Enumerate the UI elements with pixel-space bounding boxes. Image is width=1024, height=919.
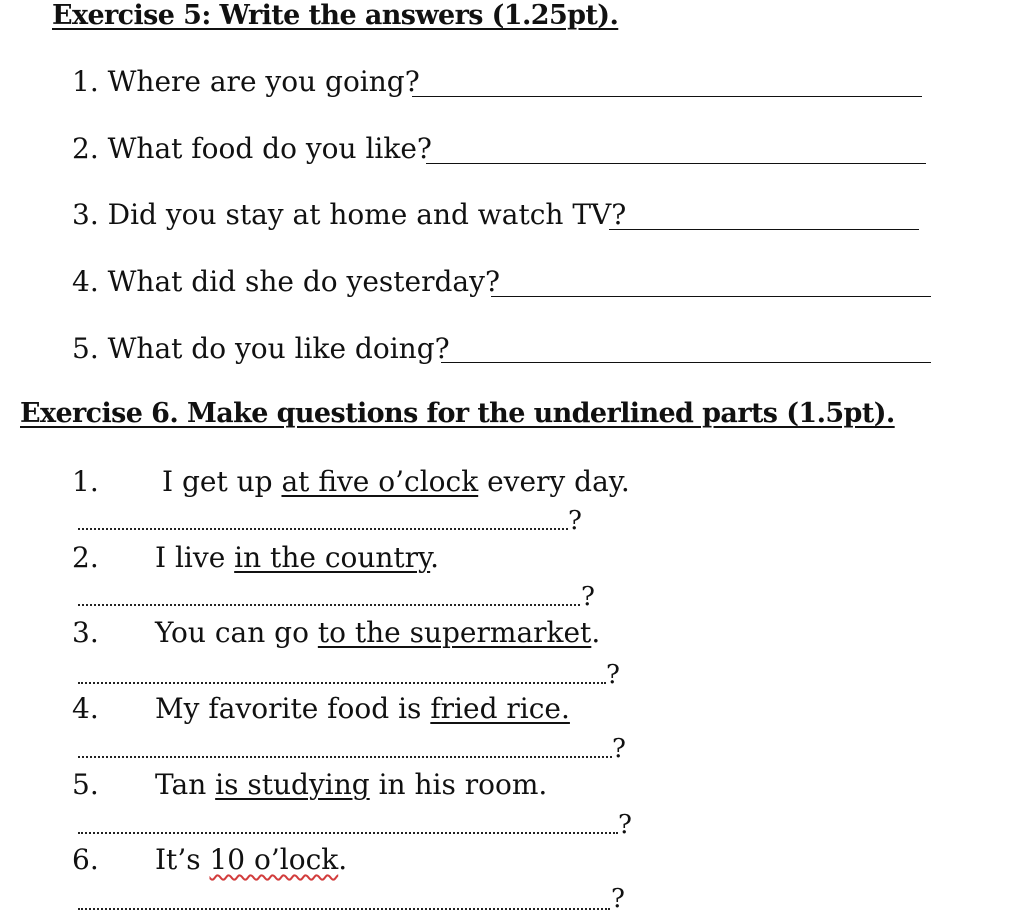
answer-dots-1[interactable]	[78, 528, 568, 530]
answer-line-2[interactable]	[426, 163, 926, 164]
item-sentence	[155, 541, 440, 574]
sentence-before: I get up	[162, 465, 282, 498]
item-sentence	[155, 692, 570, 725]
sentence-after: .	[591, 616, 601, 649]
exercise-5-question-5	[72, 332, 450, 365]
item-number: 6.	[72, 843, 99, 876]
sentence-before: My favorite food is	[155, 692, 431, 725]
underlined-part: is studying	[215, 768, 370, 801]
question-mark: ?	[611, 884, 625, 914]
answer-line-1[interactable]	[412, 96, 922, 97]
answer-line-3[interactable]	[609, 229, 919, 230]
sentence-after: in his room.	[369, 768, 548, 801]
item-number: 3.	[72, 616, 99, 649]
underlined-part: at five o’clock	[281, 465, 479, 498]
underlined-part: to the supermarket	[317, 616, 592, 649]
exercise-5-question-4	[72, 265, 500, 298]
item-number: 5.	[72, 768, 99, 801]
exercise-6-heading: Exercise 6. Make questions for the underlined parts (1.5pt).	[20, 398, 895, 429]
question-number: 4.	[72, 265, 99, 298]
answer-dots-6[interactable]	[78, 908, 610, 910]
sentence-after: .	[338, 843, 348, 876]
question-mark: ?	[581, 582, 595, 612]
item-sentence	[162, 465, 630, 498]
question-number: 5.	[72, 332, 99, 365]
sentence-before: Tan	[155, 768, 216, 801]
item-sentence	[155, 768, 548, 801]
answer-dots-4[interactable]	[78, 756, 612, 758]
item-number: 4.	[72, 692, 99, 725]
question-number: 3.	[72, 198, 99, 231]
underlined-part: in the country	[234, 541, 431, 574]
question-text: Where are you going?	[107, 65, 420, 98]
underlined-part: fried rice.	[430, 692, 570, 725]
exercise-5-heading: Exercise 5: Write the answers (1.25pt).	[52, 0, 619, 31]
answer-line-5[interactable]	[441, 362, 931, 363]
exercise-5-question-3	[72, 198, 627, 231]
sentence-before: I live	[155, 541, 235, 574]
underlined-part-misspelled: 10 o’lock	[209, 843, 339, 876]
question-text: What did she do yesterday?	[107, 265, 500, 298]
question-number: 1.	[72, 65, 99, 98]
answer-dots-2[interactable]	[78, 604, 580, 606]
answer-dots-5[interactable]	[78, 832, 618, 834]
question-mark: ?	[568, 506, 582, 536]
answer-dots-3[interactable]	[78, 682, 606, 684]
sentence-after: every day.	[478, 465, 630, 498]
question-text: Did you stay at home and watch TV?	[107, 198, 627, 231]
sentence-before: It’s	[155, 843, 210, 876]
exercise-5-question-2	[72, 132, 432, 165]
exercise-5-question-1	[72, 65, 420, 98]
sentence-after: .	[430, 541, 440, 574]
item-number: 2.	[72, 541, 99, 574]
question-text: What food do you like?	[107, 132, 432, 165]
question-mark: ?	[606, 660, 620, 690]
question-number: 2.	[72, 132, 99, 165]
question-mark: ?	[618, 810, 632, 840]
sentence-before: You can go	[155, 616, 318, 649]
answer-line-4[interactable]	[491, 296, 931, 297]
question-mark: ?	[612, 734, 626, 764]
question-text: What do you like doing?	[107, 332, 450, 365]
item-sentence	[155, 616, 601, 649]
item-sentence	[155, 843, 348, 876]
item-number: 1.	[72, 465, 99, 498]
